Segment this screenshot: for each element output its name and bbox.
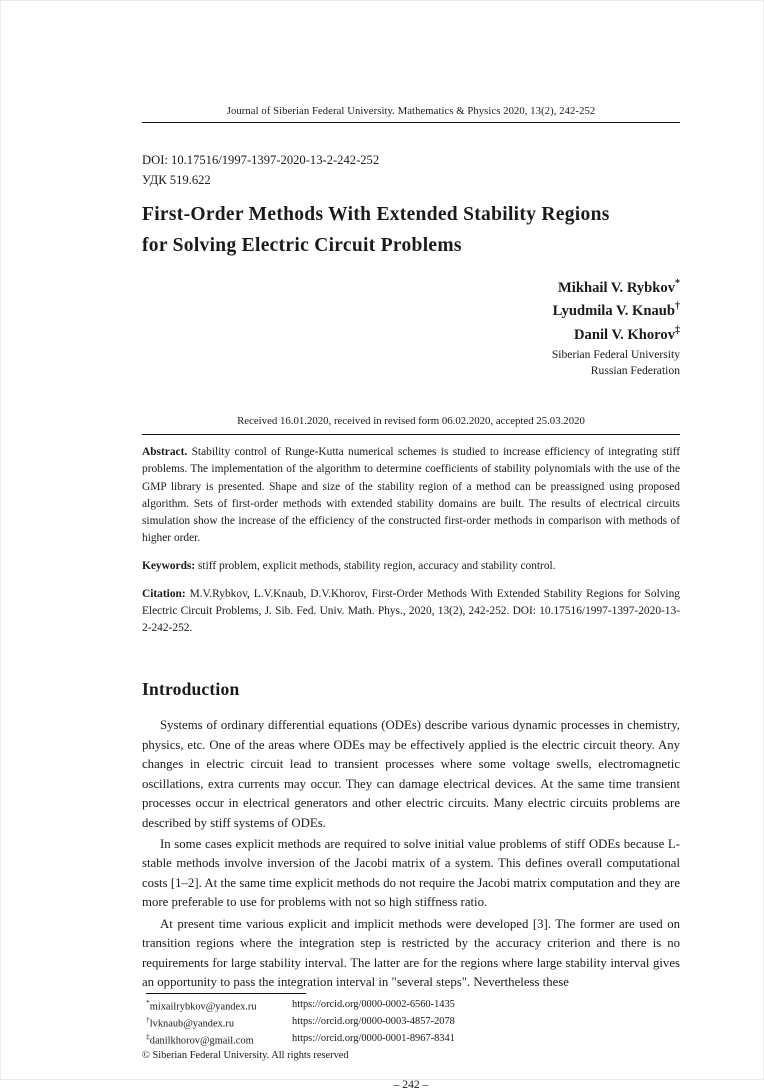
author-name [142, 299, 680, 323]
copyright-line: © Siberian Federal University. All rights reserved [142, 1050, 349, 1062]
footnote-marker: † [146, 1014, 150, 1024]
header-rule [142, 122, 680, 123]
footnote-marker: * [146, 997, 150, 1007]
abstract [142, 444, 680, 547]
intro-paragraph-1: Systems of ordinary differential equations (ODEs) describe various dynamic processes in chemistry, physics, etc. One of the areas where ODEs may be effectively applied is the electric circuit theory. Any changes in electric circuit lead to transient processes where some voltage swells, electromagnetic oscillations, extra currents may occur. They can damage electrical devices. At the same time transient processes occur in electrical generators and other electric circuits. Many electric circuits problems are described by stiff systems of ODEs. [142, 718, 680, 830]
footnote-row [146, 998, 680, 1015]
intro-paragraph-2: In some cases explicit methods are required to solve initial value problems of stiff ODEs because L-stable methods involve inversion of the Jacobi matrix of a system. This defines overall computational costs [1–2]. At the same time explicit methods do not require the Jacobi matrix computation and they are more preferable to use for problems with not so high stiffness ratio. [142, 837, 680, 910]
footnote-email [146, 1015, 292, 1032]
article-title [142, 200, 680, 262]
authors-block [142, 276, 680, 380]
page-content [142, 106, 680, 1091]
footnote-email [146, 1032, 292, 1049]
page-number: – 242 – [393, 1078, 429, 1091]
author-name [142, 276, 680, 300]
author-name-text: Danil V. Khorov [574, 326, 675, 343]
affiliation-country: Russian Federation [590, 364, 680, 378]
footnote-email-text: mixailrybkov@yandex.ru [149, 1001, 257, 1012]
article-title-line-1: First-Order Methods With Extended Stability Regions [142, 204, 610, 226]
footnote-orcid-link: https://orcid.org/0000-0001-8967-8341 [292, 1033, 455, 1044]
footnote-row [146, 1032, 680, 1049]
article-title-line-2: for Solving Electric Circuit Problems [142, 234, 462, 256]
keywords [142, 558, 680, 575]
affiliation-university: Siberian Federal University [551, 347, 680, 361]
footnote-area [142, 993, 680, 1064]
author-footnote-marker: * [675, 277, 680, 289]
footnote-rule [146, 993, 306, 994]
abstract-label: Abstract. [142, 446, 188, 459]
doi-line: DOI: 10.17516/1997-1397-2020-13-2-242-252 [142, 153, 380, 167]
author-footnote-marker: † [675, 301, 680, 313]
citation-label: Citation: [142, 588, 186, 601]
intro-paragraph-3: At present time various explicit and implicit methods were developed [3]. The former are used on transition regions where the integration step is restricted by the accuracy criterion and there is no requirements for large stability interval. The latter are for the regions where large stability interval gives an opportunity to pass the integration interval in "several steps". Nevertheless these [142, 916, 680, 990]
journal-header: Journal of Siberian Federal University. Mathematics & Physics 2020, 13(2), 242-252 [226, 106, 596, 117]
author-name-text: Mikhail V. Rybkov [558, 279, 675, 296]
keywords-text: stiff problem, explicit methods, stability region, accuracy and stability control. [195, 559, 556, 572]
received-dates: Received 16.01.2020, received in revised form 06.02.2020, accepted 25.03.2020 [237, 415, 585, 428]
footnote-orcid-link: https://orcid.org/0000-0003-4857-2078 [292, 1015, 455, 1027]
author-name-text: Lyudmila V. Knaub [552, 303, 675, 320]
footnote-email [146, 998, 292, 1015]
footnote-email-text: danilkhorov@gmail.com [149, 1035, 254, 1047]
footnote-orcid-link: https://orcid.org/0000-0002-6560-1435 [292, 998, 455, 1010]
udk-line: УДК 519.622 [142, 172, 211, 187]
citation [142, 586, 680, 637]
keywords-label: Keywords: [142, 559, 196, 572]
footnote-email-text: lvknaub@yandex.ru [149, 1018, 235, 1030]
author-footnote-marker: ‡ [675, 325, 680, 337]
footnote-row [146, 1015, 680, 1032]
citation-text: M.V.Rybkov, L.V.Knaub, D.V.Khorov, First-Order Methods With Extended Stability Regions for Solving Electric Circuit Problems, J. Sib. Fed. Univ. Math. Phys., 2020, 13(2), 242-252. DOI: 10.17516/1997-1397-2020-13-2-242-252. [142, 588, 680, 635]
footnote-marker: ‡ [146, 1032, 150, 1041]
section-heading-introduction: Introduction [142, 679, 240, 700]
author-name [142, 323, 680, 347]
abstract-rule [142, 434, 680, 435]
abstract-text: Stability control of Runge-Kutta numerical schemes is studied to increase efficiency of integrating stiff problems. The implementation of the algorithm to determine coefficients of stability polynomials with the use of the GMP library is presented. Shape and size of the stability region of a method can be preassigned using proposed algorithm. Sets of first-order methods with extended stability domains are built. The results of electrical circuits simulation show the increase of the efficiency of the constructed first-order methods in comparison with methods of higher order. [142, 446, 680, 544]
